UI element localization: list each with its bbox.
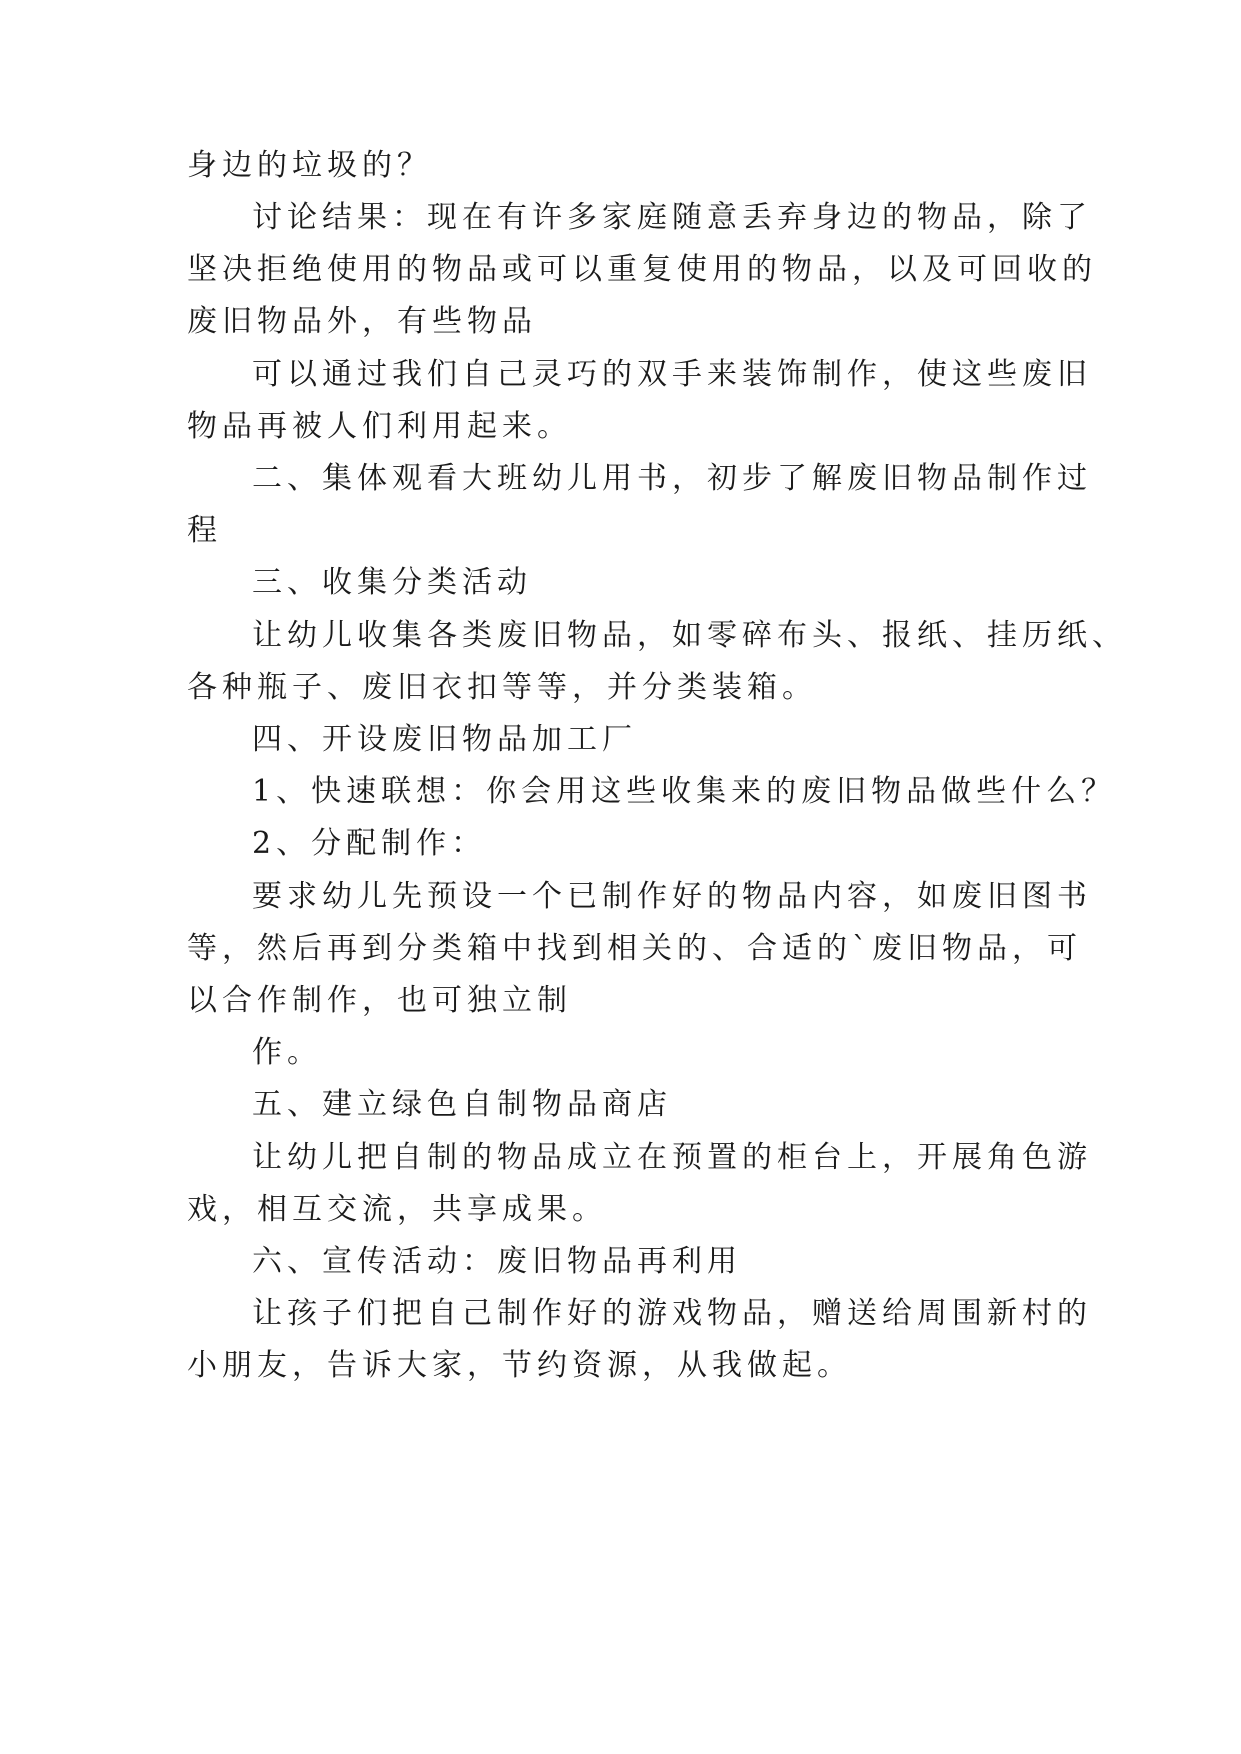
text-line: 小朋友，告诉大家，节约资源，从我做起。 [187, 1348, 852, 1383]
text-line: 三、收集分类活动 [252, 565, 532, 600]
text-line: 1、快速联想：你会用这些收集来的废旧物品做些什么？ [252, 774, 1117, 809]
text-line: 五、建立绿色自制物品商店 [252, 1087, 672, 1122]
text-line: 身边的垃圾的？ [187, 148, 432, 183]
text-line: 六、宣传活动：废旧物品再利用 [252, 1244, 742, 1279]
text-line: 让幼儿把自制的物品成立在预置的柜台上，开展角色游 [252, 1140, 1092, 1175]
text-line: 戏，相互交流，共享成果。 [187, 1192, 607, 1227]
text-line: 各种瓶子、废旧衣扣等等，并分类装箱。 [187, 670, 817, 705]
text-line: 坚决拒绝使用的物品或可以重复使用的物品，以及可回收的 [187, 252, 1097, 287]
text-line: 物品再被人们利用起来。 [187, 409, 572, 444]
text-line: 让孩子们把自己制作好的游戏物品，赠送给周围新村的 [252, 1296, 1092, 1331]
text-line: 可以通过我们自己灵巧的双手来装饰制作，使这些废旧 [252, 357, 1092, 392]
text-line: 程 [187, 513, 222, 548]
text-line: 要求幼儿先预设一个已制作好的物品内容，如废旧图书 [252, 879, 1092, 914]
text-line: 以合作制作，也可独立制 [187, 983, 572, 1018]
text-line: 废旧物品外，有些物品 [187, 304, 537, 339]
text-line: 等，然后再到分类箱中找到相关的、合适的`废旧物品，可 [187, 931, 1082, 966]
text-line: 让幼儿收集各类废旧物品，如零碎布头、报纸、挂历纸、 [252, 618, 1127, 653]
text-line: 讨论结果：现在有许多家庭随意丢弃身边的物品，除了 [252, 200, 1092, 235]
text-line: 四、开设废旧物品加工厂 [252, 722, 637, 757]
text-line: 二、集体观看大班幼儿用书，初步了解废旧物品制作过 [252, 461, 1092, 496]
text-line: 作。 [252, 1035, 322, 1070]
text-line: 2、分配制作： [252, 826, 487, 861]
